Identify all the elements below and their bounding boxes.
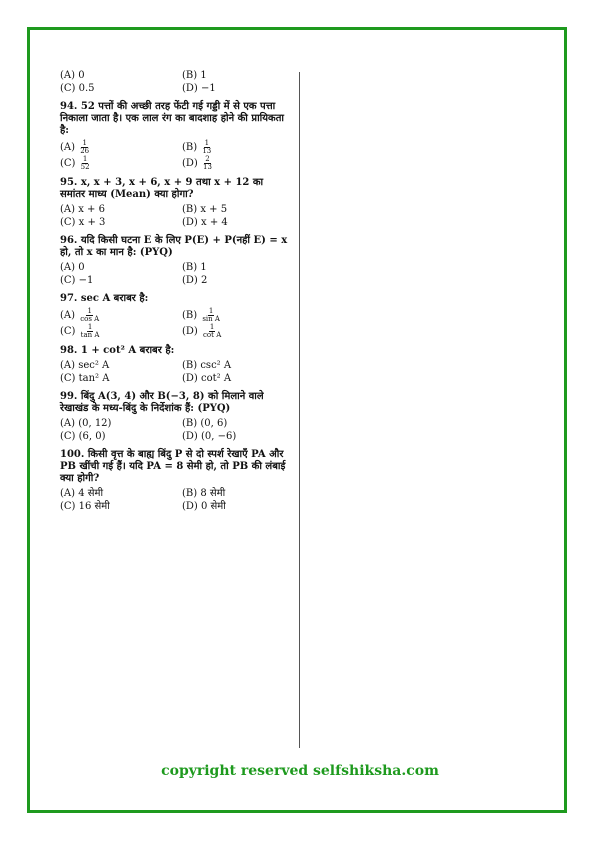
question-97: 97. sec A बराबर है: [60,293,149,304]
option: (B) $\frac{1}{13}$ [182,139,212,155]
option: (C) x + 3 [60,217,106,228]
option: (D) −1 [182,83,216,94]
option: (D) $\frac{1}{\text{cot A}}$ [182,323,222,339]
question-98: 98. 1 + cot² A बराबर है: [60,345,175,356]
option: (C) 0.5 [60,83,95,94]
option: (A) $\frac{1}{\text{cos A}}$ [60,307,100,323]
question-99: 99. बिंदु A(3, 4) और B(−3, 8) को मिलाने वाले रेखाखंड के मध्य-बिंदु के निर्देशांक हैं: (PYQ) [60,391,264,414]
options-q95 [60,204,290,229]
option: (D) (0, −6) [182,431,237,442]
question-95: 95. x, x + 3, x + 6, x + 9 तथा x + 12 का समांतर माध्य (Mean) क्या होगा? [60,177,264,200]
option: (A) $\frac{1}{26}$ [60,139,90,155]
option: (C) 16 सेमी [60,501,110,512]
option: (D) 0 सेमी [182,501,226,512]
column-divider [299,72,300,748]
option: (B) 1 [182,70,207,81]
options-q98 [60,360,290,385]
options-q93 [60,70,290,95]
question-100: 100. किसी वृत्त के बाह्य बिंदु P से दो स्पर्श रेखाएँ PA और PB खींची गई हैं। यदि PA = 8 सेमी हो, तो PB की लंबाई क्या होगी? [60,449,286,484]
question-column [60,70,290,513]
option: (A) (0, 12) [60,418,112,429]
question-96: 96. यदि किसी घटना E के लिए P(E) + P(नहीं E) = x हो, तो x का मान है: (PYQ) [60,235,288,258]
option: (A) 0 [60,262,85,273]
option: (B) $\frac{1}{\text{sin A}}$ [182,307,220,323]
option: (A) 0 [60,70,85,81]
option: (D) 2 [182,275,208,286]
option: (C) (6, 0) [60,431,106,442]
option: (D) $\frac{2}{13}$ [182,155,212,171]
options-q99 [60,418,290,443]
option: (B) csc² A [182,360,232,371]
option: (A) 4 सेमी [60,488,104,499]
option: (B) 8 सेमी [182,488,226,499]
option: (C) $\frac{1}{52}$ [60,155,90,171]
question-94: 94. 52 पत्तों की अच्छी तरह फेंटी गई गड्डी में से एक पत्ता निकाला जाता है। एक लाल रंग का बादशाह होने की प्रायिकता है: [60,101,285,136]
option: (C) $\frac{1}{\text{tan A}}$ [60,323,100,339]
option: (B) (0, 6) [182,418,228,429]
options-q96 [60,262,290,287]
option: (C) −1 [60,275,94,286]
option: (A) sec² A [60,360,110,371]
option: (D) cot² A [182,373,232,384]
copyright-footer: copyright reserved selfshiksha.com [161,763,439,779]
options-q97 [60,308,290,339]
option: (A) x + 6 [60,204,105,215]
options-q94 [60,140,290,171]
option: (D) x + 4 [182,217,228,228]
options-q100 [60,488,290,513]
option: (B) 1 [182,262,207,273]
option: (B) x + 5 [182,204,228,215]
option: (C) tan² A [60,373,110,384]
